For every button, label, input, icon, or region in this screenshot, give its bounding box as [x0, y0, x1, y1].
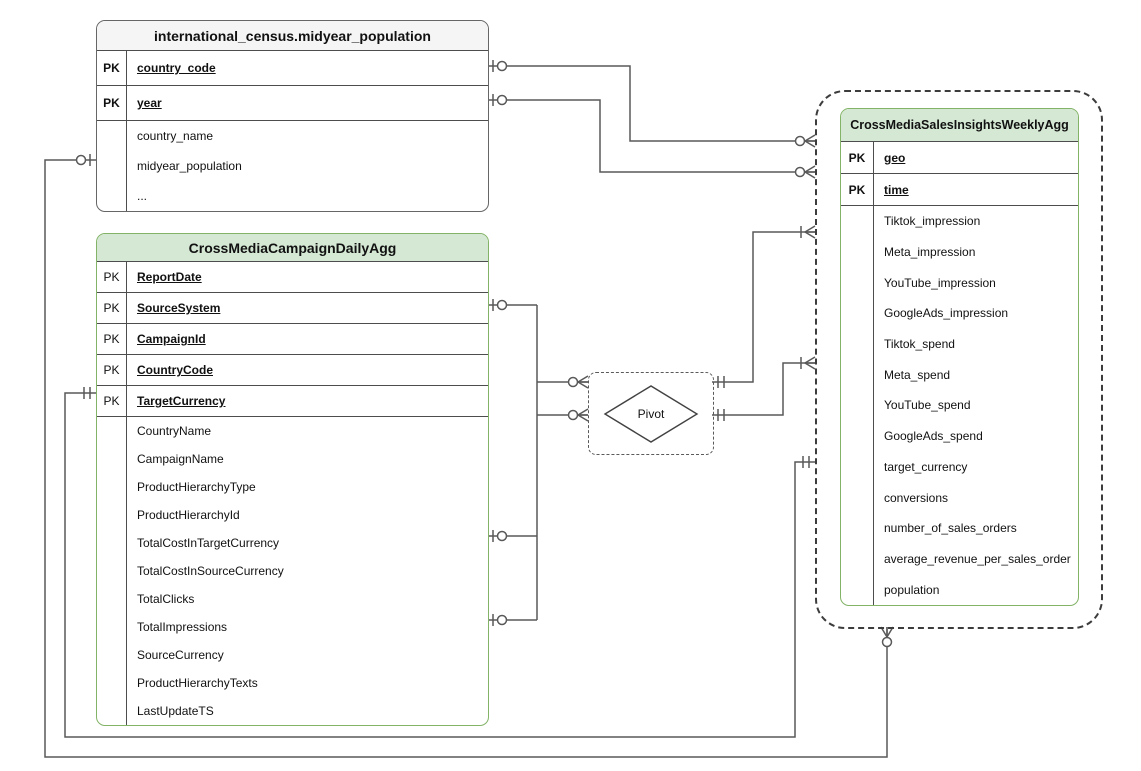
field-row: [841, 452, 1078, 483]
field-name: TotalClicks: [137, 592, 195, 606]
pivot-label: Pivot: [637, 406, 665, 421]
field-name: Tiktok_spend: [884, 337, 955, 352]
field-row: [841, 544, 1078, 575]
field-name: Meta_impression: [884, 245, 976, 260]
field-name: CountryCode: [137, 363, 213, 377]
field-name: CountryName: [137, 424, 212, 438]
field-row: [841, 359, 1078, 390]
pk-badge: PK: [97, 262, 127, 292]
pk-badge: [841, 482, 874, 513]
field-name: CampaignName: [137, 452, 224, 466]
field-row: [841, 482, 1078, 513]
pk-badge: [841, 329, 874, 360]
field-row: [841, 298, 1078, 329]
field-name: TargetCurrency: [137, 394, 226, 408]
field-name: geo: [884, 150, 906, 165]
field-name: LastUpdateTS: [137, 704, 214, 718]
pk-badge: PK: [97, 355, 127, 385]
pk-field-row: [97, 51, 488, 86]
field-row: [841, 267, 1078, 298]
table-cross-media-sales-insights-weekly-agg[interactable]: [840, 108, 1079, 606]
pk-badge: [841, 513, 874, 544]
pk-badge: [841, 267, 874, 298]
pk-badge: [97, 613, 127, 641]
field-row: [841, 237, 1078, 268]
pivot-operator[interactable]: [588, 372, 714, 455]
pk-badge: [97, 417, 127, 445]
field-name: GoogleAds_impression: [884, 306, 1009, 321]
field-name: ...: [137, 189, 148, 203]
field-name: country_code: [137, 61, 216, 75]
field-name: TotalCostInSourceCurrency: [137, 564, 284, 578]
field-row: [97, 697, 488, 725]
pk-badge: [97, 697, 127, 725]
field-name: CampaignId: [137, 332, 206, 346]
field-name: GoogleAds_spend: [884, 429, 983, 444]
pk-badge: [841, 544, 874, 575]
pk-badge: [841, 390, 874, 421]
pk-badge: [97, 473, 127, 501]
pk-badge: [841, 574, 874, 605]
pk-field-row: [97, 355, 488, 386]
field-row: [97, 641, 488, 669]
field-name: country_name: [137, 129, 214, 143]
field-row: [841, 329, 1078, 360]
pk-badge: [841, 359, 874, 390]
pk-field-row: [841, 174, 1078, 206]
pk-badge: PK: [97, 86, 127, 120]
field-row: [97, 473, 488, 501]
field-name: time: [884, 182, 909, 197]
table-title: CrossMediaSalesInsightsWeeklyAgg: [841, 109, 1078, 142]
field-name: YouTube_impression: [884, 275, 996, 290]
field-name: year: [137, 96, 162, 110]
pk-field-row: [97, 324, 488, 355]
pk-badge: [97, 181, 127, 211]
field-name: SourceSystem: [137, 301, 221, 315]
field-row: [97, 585, 488, 613]
pk-badge: [841, 206, 874, 237]
pk-badge: [841, 452, 874, 483]
table-body: [841, 142, 1078, 605]
pk-badge: PK: [97, 293, 127, 323]
pk-badge: [97, 529, 127, 557]
field-row: [841, 390, 1078, 421]
field-name: average_revenue_per_sales_order: [884, 551, 1071, 566]
field-row: [841, 574, 1078, 605]
field-name: number_of_sales_orders: [884, 521, 1017, 536]
pk-field-row: [97, 262, 488, 293]
pk-badge: [97, 445, 127, 473]
pk-badge: [97, 557, 127, 585]
field-row: [97, 181, 488, 211]
pk-badge: [841, 421, 874, 452]
field-row: [97, 417, 488, 445]
pk-badge: [841, 298, 874, 329]
pk-badge: [841, 237, 874, 268]
field-row: [97, 501, 488, 529]
pk-badge: PK: [841, 174, 874, 205]
pk-field-row: [97, 293, 488, 324]
field-name: Tiktok_impression: [884, 214, 981, 229]
table-body: [97, 262, 488, 725]
field-name: ProductHierarchyTexts: [137, 676, 258, 690]
table-title: CrossMediaCampaignDailyAgg: [97, 234, 488, 262]
field-name: SourceCurrency: [137, 648, 224, 662]
table-title: international_census.midyear_population: [97, 21, 488, 51]
pk-badge: [97, 585, 127, 613]
field-name: ProductHierarchyId: [137, 508, 240, 522]
pk-badge: [97, 501, 127, 529]
field-row: [97, 669, 488, 697]
field-row: [97, 445, 488, 473]
pk-badge: [97, 669, 127, 697]
pk-badge: PK: [97, 386, 127, 416]
field-name: target_currency: [884, 459, 968, 474]
field-row: [97, 151, 488, 181]
field-name: Meta_spend: [884, 367, 951, 382]
pk-badge: PK: [841, 142, 874, 173]
field-name: YouTube_spend: [884, 398, 971, 413]
field-row: [841, 206, 1078, 237]
field-row: [841, 513, 1078, 544]
table-body: [97, 51, 488, 211]
pk-badge: PK: [97, 51, 127, 85]
field-name: midyear_population: [137, 159, 242, 173]
field-name: ReportDate: [137, 270, 202, 284]
table-international-census-midyear-population[interactable]: [96, 20, 489, 212]
field-row: [97, 613, 488, 641]
table-cross-media-campaign-daily-agg[interactable]: [96, 233, 489, 726]
pk-field-row: [97, 386, 488, 417]
pk-field-row: [841, 142, 1078, 174]
field-row: [841, 421, 1078, 452]
field-name: TotalCostInTargetCurrency: [137, 536, 280, 550]
pk-badge: PK: [97, 324, 127, 354]
field-row: [97, 557, 488, 585]
field-name: TotalImpressions: [137, 620, 228, 634]
field-row: [97, 121, 488, 151]
field-name: conversions: [884, 490, 949, 505]
pk-badge: [97, 121, 127, 151]
pk-field-row: [97, 86, 488, 121]
field-name: population: [884, 582, 940, 597]
field-row: [97, 529, 488, 557]
field-name: ProductHierarchyType: [137, 480, 256, 494]
pk-badge: [97, 151, 127, 181]
pk-badge: [97, 641, 127, 669]
